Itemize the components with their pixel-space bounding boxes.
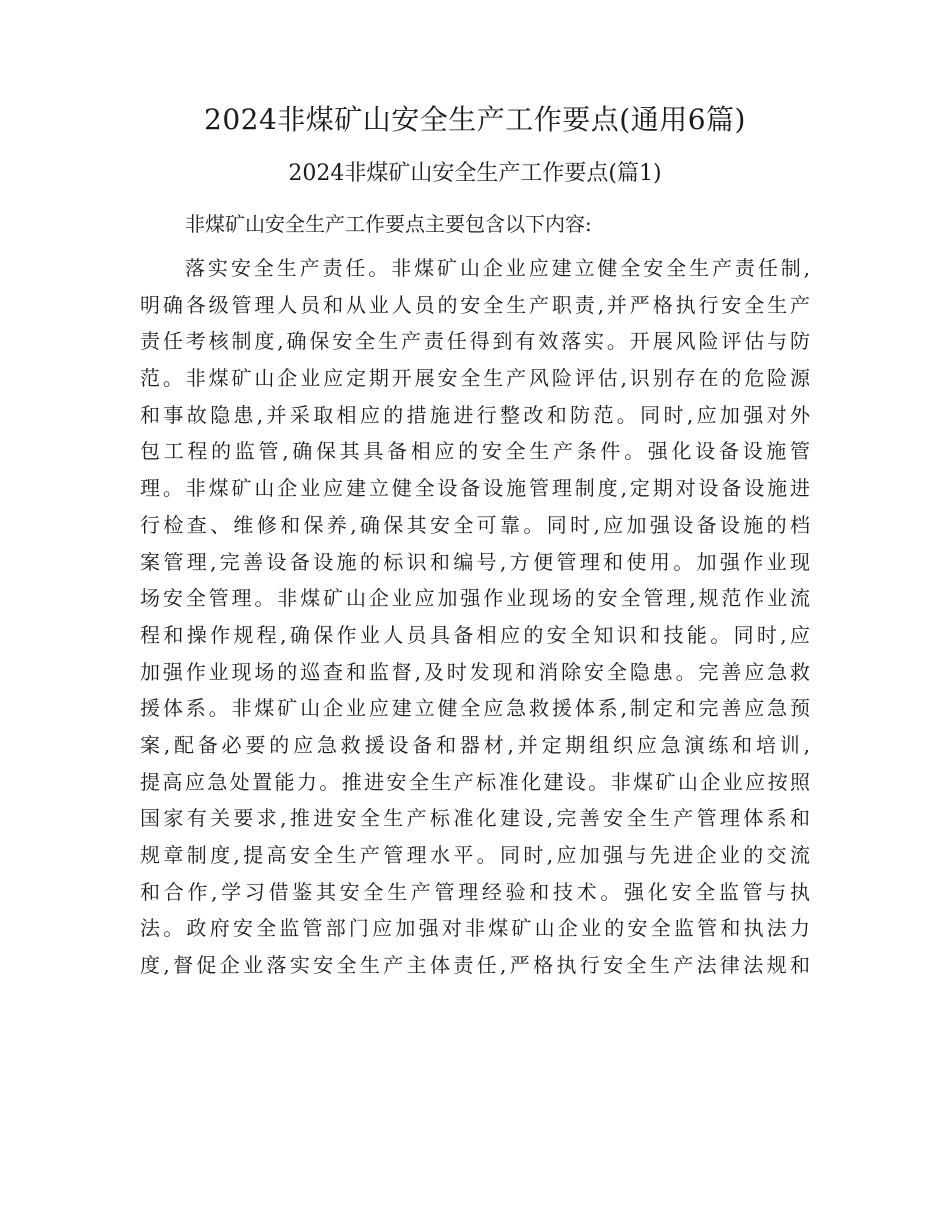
body-line: 加强作业现场的巡查和监督,及时发现和消除安全隐患。完善应急救 (140, 659, 810, 684)
body-line: 场安全管理。非煤矿山企业应加强作业现场的安全管理,规范作业流 (140, 586, 810, 611)
body-line: 规章制度,提高安全生产管理水平。同时,应加强与先进企业的交流 (140, 843, 810, 867)
body-line: 和事故隐患,并采取相应的措施进行整改和防范。同时,应加强对外 (140, 402, 810, 427)
body-line: 度,督促企业落实安全生产主体责任,严格执行安全生产法律法规和 (140, 953, 810, 978)
body-line: 国家有关要求,推进安全生产标准化建设,完善安全生产管理体系和 (140, 806, 810, 831)
body-line: 行检查、维修和保养,确保其安全可靠。同时,应加强设备设施的档 (140, 512, 810, 537)
body-line: 落实安全生产责任。非煤矿山企业应建立健全安全生产责任制, (185, 256, 810, 280)
body-line: 理。非煤矿山企业应建立健全设备设施管理制度,定期对设备设施进 (140, 476, 810, 501)
body-line: 案管理,完善设备设施的标识和编号,方便管理和使用。加强作业现 (140, 549, 810, 574)
body-line: 程和操作规程,确保作业人员具备相应的安全知识和技能。同时,应 (140, 622, 810, 647)
body-line: 责任考核制度,确保安全生产责任得到有效落实。开展风险评估与防 (140, 329, 810, 354)
body-line: 提高应急处置能力。推进安全生产标准化建设。非煤矿山企业应按照 (140, 769, 810, 794)
section-title: 2024非煤矿山安全生产工作要点(篇1) (288, 161, 662, 186)
intro-paragraph: 非煤矿山安全生产工作要点主要包含以下内容: (185, 212, 592, 236)
document-title: 2024非煤矿山安全生产工作要点(通用6篇) (204, 103, 746, 136)
body-line: 明确各级管理人员和从业人员的安全生产职责,并严格执行安全生产 (140, 292, 810, 317)
body-line: 包工程的监管,确保其具备相应的安全生产条件。强化设备设施管 (140, 439, 810, 464)
body-line: 和合作,学习借鉴其安全生产管理经验和技术。强化安全监管与执 (140, 879, 810, 904)
body-paragraph (140, 250, 810, 984)
body-line: 案,配备必要的应急救援设备和器材,并定期组织应急演练和培训, (140, 732, 810, 757)
body-line: 援体系。非煤矿山企业应建立健全应急救援体系,制定和完善应急预 (140, 696, 810, 721)
body-line: 范。非煤矿山企业应定期开展安全生产风险评估,识别存在的危险源 (140, 366, 810, 391)
body-line: 法。政府安全监管部门应加强对非煤矿山企业的安全监管和执法力 (140, 916, 810, 941)
